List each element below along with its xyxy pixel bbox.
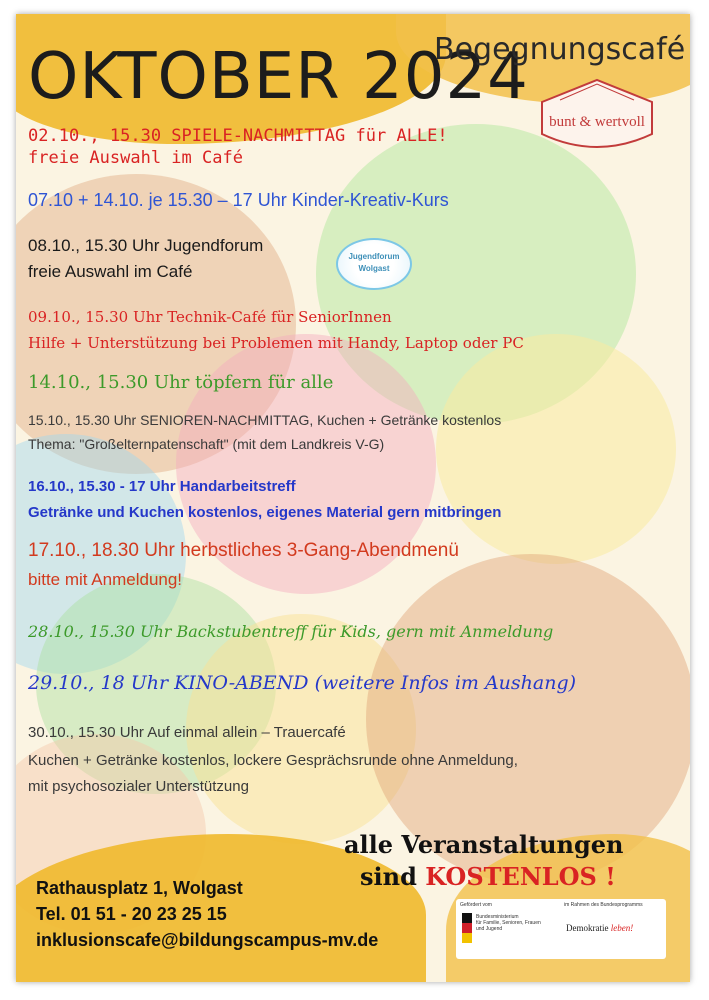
sponsor-box [456,899,666,959]
event-4-line1: 09.10., 15.30 Uhr Technik-Café für SeniorInnen [28,308,392,326]
event-7-line2: Getränke und Kuchen kostenlos, eigenes Material gern mitbringen [28,504,502,521]
email-link[interactable]: inklusionscafe@bildungscampus-mv.de [36,930,379,950]
poster [16,14,690,982]
logo-line2: Wolgast [358,264,390,273]
event-9-line1: 28.10., 15.30 Uhr Backstubentreff für Kids, gern mit Anmeldung [28,622,554,641]
free-notice-line2 [360,862,616,891]
event-6-line2: Thema: "Großelternpatenschaft" (mit dem Landkreis V-G) [28,436,385,452]
event-3-line2: freie Auswahl im Café [28,262,193,281]
event-11-line3: mit psychosozialer Unterstützung [28,778,249,795]
event-5-line1: 14.10., 15.30 Uhr töpfern für alle [28,372,334,393]
federal-eagle-icon [462,913,472,943]
sponsor-program-emphasis: leben! [610,923,634,933]
sponsor-ministry: Bundesministerium für Familie, Senioren, Frauen und Jugend [476,914,541,932]
event-4-line2: Hilfe + Unterstützung bei Problemen mit Handy, Laptop oder PC [28,334,524,352]
event-3-line1: 08.10., 15.30 Uhr Jugendforum [28,236,264,255]
page-title: OKTOBER 2024 [28,40,529,114]
event-1-line1: 02.10., 15.30 SPIELE-NACHMITTAG für ALLE! [28,126,448,146]
bg-circle-yellow [436,334,676,564]
cafe-seal-logo [532,72,662,160]
seal-text: bunt & wertvoll [549,114,645,130]
event-11-line1: 30.10., 15.30 Uhr Auf einmal allein – Trauercafé [28,724,346,741]
free-notice-emphasis: KOSTENLOS ! [425,862,616,891]
event-11-line2: Kuchen + Getränke kostenlos, lockere Gesprächsrunde ohne Anmeldung, [28,752,518,769]
event-6-line1: 15.10., 15.30 Uhr SENIOREN-NACHMITTAG, Kuchen + Getränke kostenlos [28,412,502,428]
sponsor-program [566,923,633,933]
event-10-line1: 29.10., 18 Uhr KINO-ABEND (weitere Infos im Aushang) [28,672,577,694]
event-1-line2: freie Auswahl im Café [28,148,243,168]
event-8-line1: 17.10., 18.30 Uhr herbstliches 3-Gang-Abendmenü [28,540,459,561]
event-7-line1: 16.10., 15.30 - 17 Uhr Handarbeitstreff [28,478,296,495]
sponsor-program-prefix: Demokratie [566,923,611,933]
phone: Tel. 01 51 - 20 23 25 15 [36,904,227,924]
free-notice-prefix: sind [360,862,426,891]
logo-line1: Jugendforum [348,252,400,261]
free-notice-line1: alle Veranstaltungen [344,830,624,859]
sponsor-label-left: Gefördert vom [460,902,492,908]
sponsor-label-right: im Rahmen des Bundesprogramms [564,902,643,908]
address: Rathausplatz 1, Wolgast [36,878,243,898]
jugendforum-logo [336,238,412,290]
cafe-name: Begegnungscafé [434,32,686,67]
event-2-line1: 07.10 + 14.10. je 15.30 – 17 Uhr Kinder-Kreativ-Kurs [28,190,449,210]
event-8-line2: bitte mit Anmeldung! [28,570,183,589]
